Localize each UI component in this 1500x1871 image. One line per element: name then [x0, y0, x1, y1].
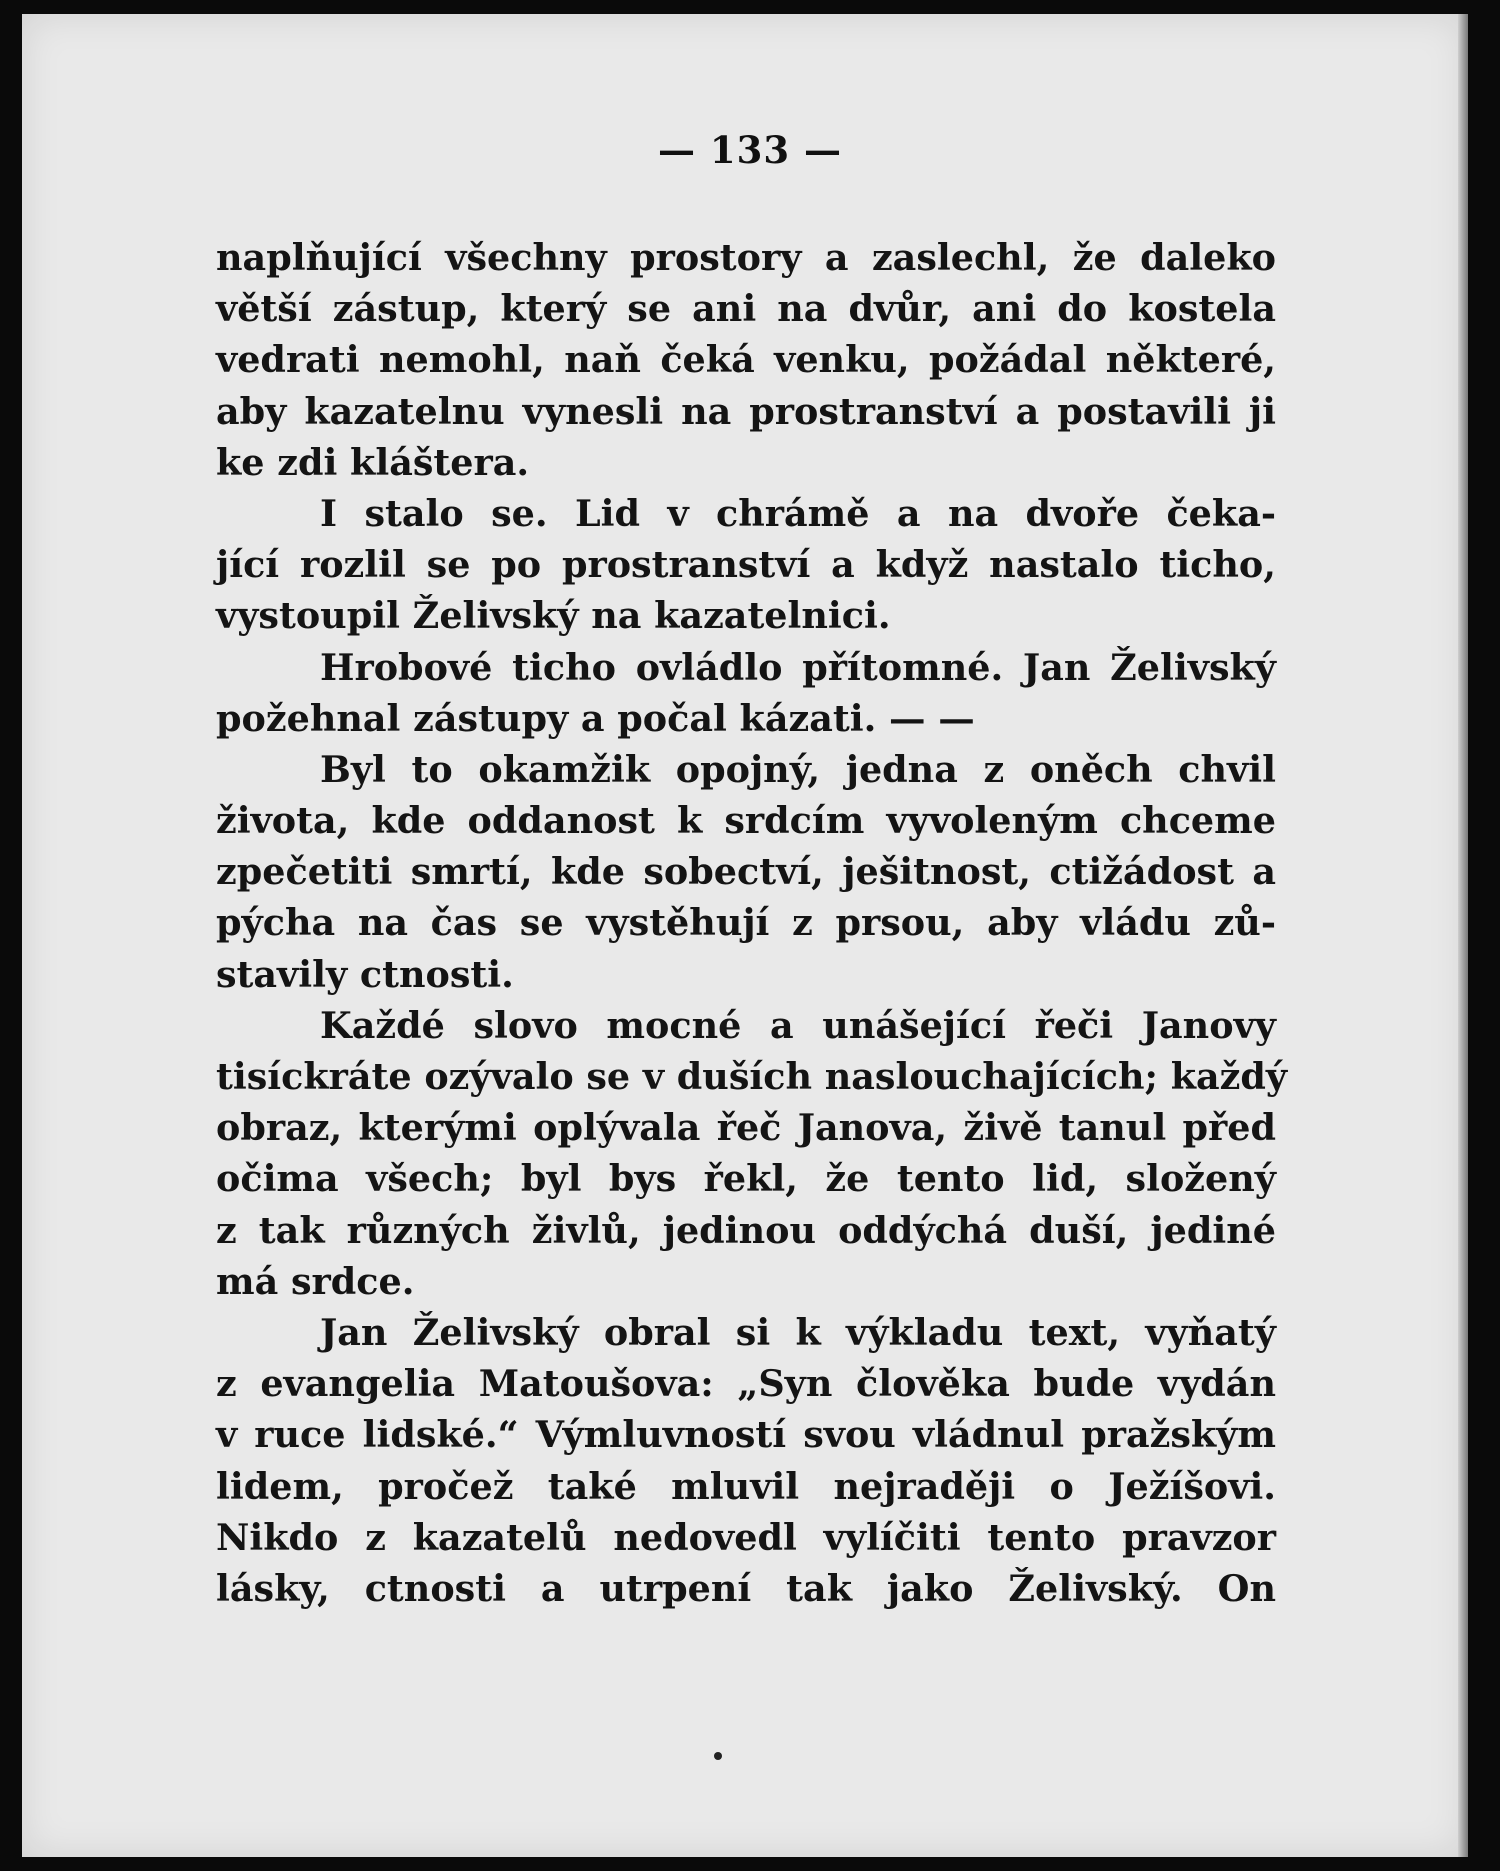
- text-line: zpečetiti smrtí, kde sobectví, ješitnost, ctižádost a: [216, 850, 1276, 894]
- text-line: aby kazatelnu vynesli na prostranství a postavili ji: [216, 389, 1276, 433]
- text-line: Jan Želivský obral si k výkladu text, vyňatý: [320, 1310, 1276, 1354]
- text-line: očima všech; byl bys řekl, že tento lid, složený: [216, 1157, 1276, 1201]
- text-line: jící rozlil se po prostranství a když nastalo ticho,: [216, 543, 1276, 587]
- text-line: vystoupil Želivský na kazatelnici.: [216, 594, 891, 638]
- speck-mark: [714, 1752, 722, 1760]
- text-line: větší zástup, který se ani na dvůr, ani do kostela: [216, 287, 1276, 331]
- text-line: pýcha na čas se vystěhují z prsou, aby vládu zů-: [216, 901, 1276, 945]
- text-line: vedrati nemohl, naň čeká venku, požádal některé,: [216, 338, 1276, 382]
- text-line: ke zdi kláštera.: [216, 440, 530, 484]
- page-edge-shadow: [1458, 14, 1468, 1857]
- text-line: I stalo se. Lid v chrámě a na dvoře čeka-: [320, 491, 1276, 535]
- text-line: lásky, ctnosti a utrpení tak jako Želivský. On: [216, 1566, 1276, 1610]
- text-line: Byl to okamžik opojný, jedna z oněch chvil: [320, 747, 1276, 791]
- text-line: života, kde oddanost k srdcím vyvoleným chceme: [216, 799, 1276, 843]
- text-line: naplňující všechny prostory a zaslechl, že daleko: [216, 236, 1276, 279]
- text-line: stavily ctnosti.: [216, 952, 514, 996]
- text-line: z evangelia Matoušova: „Syn člověka bude vydán: [216, 1362, 1276, 1406]
- text-line: Nikdo z kazatelů nedovedl vylíčiti tento pravzor: [216, 1515, 1276, 1559]
- page-number: — 133 —: [658, 128, 842, 172]
- text-line: má srdce.: [216, 1259, 415, 1303]
- text-line: Hrobové ticho ovládlo přítomné. Jan Želivský: [320, 645, 1276, 689]
- text-line: Každé slovo mocné a unášející řeči Janovy: [320, 1003, 1276, 1047]
- text-line: tisíckráte ozývalo se v duších naslouchajících; každý: [216, 1055, 1288, 1098]
- text-line: z tak různých živlů, jedinou oddýchá duší, jediné: [216, 1208, 1276, 1252]
- text-line: v ruce lidské.“ Výmluvností svou vládnul pražským: [216, 1413, 1276, 1457]
- text-line: lidem, pročež také mluvil nejraději o Ježíšovi.: [216, 1464, 1276, 1508]
- body-text: [216, 232, 1288, 1614]
- text-line: požehnal zástupy a počal kázati. — —: [216, 696, 975, 740]
- text-line: obraz, kterými oplývala řeč Janova, živě tanul před: [216, 1106, 1276, 1150]
